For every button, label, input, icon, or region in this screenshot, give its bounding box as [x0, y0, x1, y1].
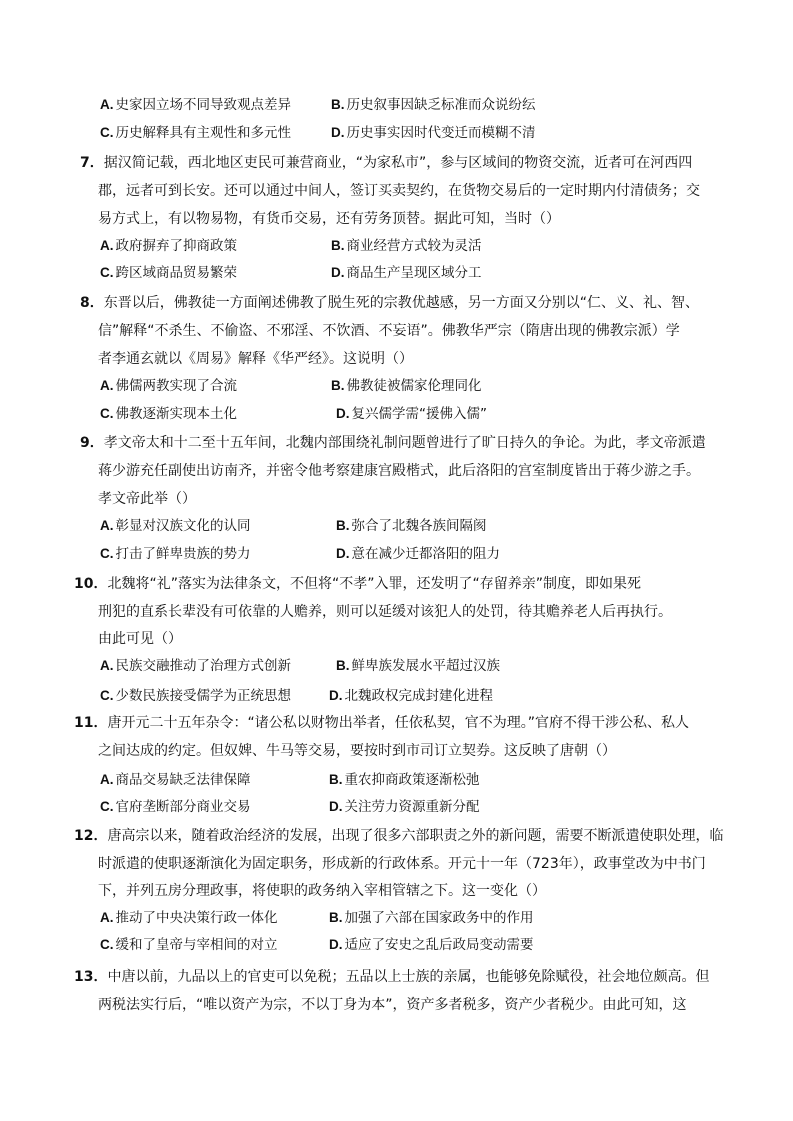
option-c[interactable]: C. 打击了鲜卑贵族的势力	[100, 546, 251, 562]
option-c[interactable]: C. 少数民族接受儒学为正统思想	[100, 688, 291, 704]
question-stem-line: 13．中唐以前，九品以上的官吏可以免税；五品以上士族的亲属，也能够免除赋役，社会地位颇高。但	[74, 969, 710, 985]
question-number: 7．	[80, 155, 104, 171]
question-stem-line: 12．唐高宗以来，随着政治经济的发展，出现了很多六部职责之外的新问题，需要不断派遣使职处理，临	[74, 828, 724, 844]
question-stem-line: 9．孝文帝太和十二至十五年间，北魏内部围绕礼制问题曾进行了旷日持久的争论。为此，孝文帝派遣	[80, 435, 706, 451]
option-a[interactable]: A. 政府摒弃了抑商政策	[100, 238, 237, 254]
question-stem-line: 7．据汉简记载，西北地区吏民可兼营商业，“为家私市”，参与区域间的物资交流，近者可在河西四	[80, 155, 693, 171]
option-b[interactable]: B. 佛教徒被儒家伦理同化	[331, 378, 482, 394]
option-d[interactable]: D. 商品生产呈现区域分工	[331, 265, 482, 281]
question-stem-line: 蒋少游充任副使出访南齐，并密令他考察建康宫殿楷式，此后洛阳的宫室制度皆出于蒋少游之手。	[98, 463, 700, 479]
option-a[interactable]: A. 民族交融推动了治理方式创新	[100, 658, 291, 674]
option-d[interactable]: D. 复兴儒学需“援佛入儒”	[336, 406, 487, 422]
question-stem-line: 者李通玄就以《周易》解释《华严经》。这说明（）	[98, 351, 413, 367]
option-a[interactable]: A. 佛儒两教实现了合流	[100, 378, 237, 394]
option-a[interactable]: A. 商品交易缺乏法律保障	[100, 772, 251, 788]
option-d[interactable]: D. 适应了安史之乱后政局变动需要	[329, 937, 534, 953]
question-number: 10．	[74, 576, 108, 592]
option-c[interactable]: C. 官府垄断部分商业交易	[100, 799, 251, 815]
option-c[interactable]: C. 缓和了皇帝与宰相间的对立	[100, 937, 278, 953]
question-stem-line: 郡，远者可到长安。还可以通过中间人，签订买卖契约，在货物交易后的一定时期内付清债务；交	[98, 183, 700, 199]
option-a[interactable]: A. 史家因立场不同导致观点差异	[100, 97, 291, 113]
option-b[interactable]: B. 弥合了北魏各族间隔阂	[336, 518, 487, 534]
question-stem-line: 时派遣的使职逐渐演化为固定职务，形成新的行政体系。开元十一年（723年），政事堂改为中书门	[98, 856, 706, 872]
option-c[interactable]: C. 跨区域商品贸易繁荣	[100, 265, 237, 281]
question-stem-line: 信”解释“不杀生、不偷盗、不邪淫、不饮酒、不妄语”。佛教华严宗（隋唐出现的佛教宗派）学	[98, 323, 680, 339]
question-number: 8．	[80, 295, 104, 311]
option-a[interactable]: A. 推动了中央决策行政一体化	[100, 910, 278, 926]
option-b[interactable]: B. 历史叙事因缺乏标准而众说纷纭	[331, 97, 536, 113]
question-number: 12．	[74, 828, 108, 844]
option-a[interactable]: A. 彰显对汉族文化的认同	[100, 518, 251, 534]
option-b[interactable]: B. 鲜卑族发展水平超过汉族	[336, 658, 500, 674]
option-d[interactable]: D. 意在减少迁都洛阳的阻力	[336, 546, 500, 562]
question-stem-line: 10．北魏将“礼”落实为法律条文，不但将“不孝”入罪，还发明了“存留养亲”制度，即如果死	[74, 576, 641, 592]
option-b[interactable]: B. 重农抑商政策逐渐松弛	[329, 772, 480, 788]
question-number: 11．	[74, 715, 108, 731]
question-stem-line: 下，并列五房分理政事，将使职的政务纳入宰相管辖之下。这一变化（）	[98, 883, 546, 899]
question-stem-line: 两税法实行后，“唯以资产为宗，不以丁身为本”，资产多者税多，资产少者税少。由此可知，这	[98, 997, 687, 1013]
question-stem-line: 之间达成的约定。但奴婢、牛马等交易，要按时到市司订立契券。这反映了唐朝（）	[98, 743, 616, 759]
question-stem-line: 刑犯的直系长辈没有可依靠的人赡养，则可以延缓对该犯人的处罚，待其赡养老人后再执行。	[98, 604, 672, 620]
question-stem-line: 孝文帝此举（）	[98, 491, 196, 507]
question-number: 9．	[80, 435, 104, 451]
question-stem-line: 11．唐开元二十五年杂令：“诸公私以财物出举者，任依私契，官不为理。”官府不得干涉公私、私人	[74, 715, 689, 731]
option-d[interactable]: D. 历史事实因时代变迁而模糊不清	[331, 125, 536, 141]
option-c[interactable]: C. 历史解释具有主观性和多元性	[100, 125, 291, 141]
question-stem-line: 由此可见（）	[98, 631, 182, 647]
question-number: 13．	[74, 969, 108, 985]
option-b[interactable]: B. 商业经营方式较为灵活	[331, 238, 482, 254]
question-stem-line: 易方式上，有以物易物，有货币交易，还有劳务顶替。据此可知，当时（）	[98, 211, 560, 227]
option-d[interactable]: D. 关注劳力资源重新分配	[329, 799, 480, 815]
question-stem-line: 8．东晋以后，佛教徒一方面阐述佛教了脱生死的宗教优越感，另一方面又分别以“仁、义、礼、智、	[80, 295, 700, 311]
option-d[interactable]: D. 北魏政权完成封建化进程	[329, 688, 493, 704]
option-c[interactable]: C. 佛教逐渐实现本土化	[100, 406, 237, 422]
option-b[interactable]: B. 加强了六部在国家政务中的作用	[329, 910, 534, 926]
